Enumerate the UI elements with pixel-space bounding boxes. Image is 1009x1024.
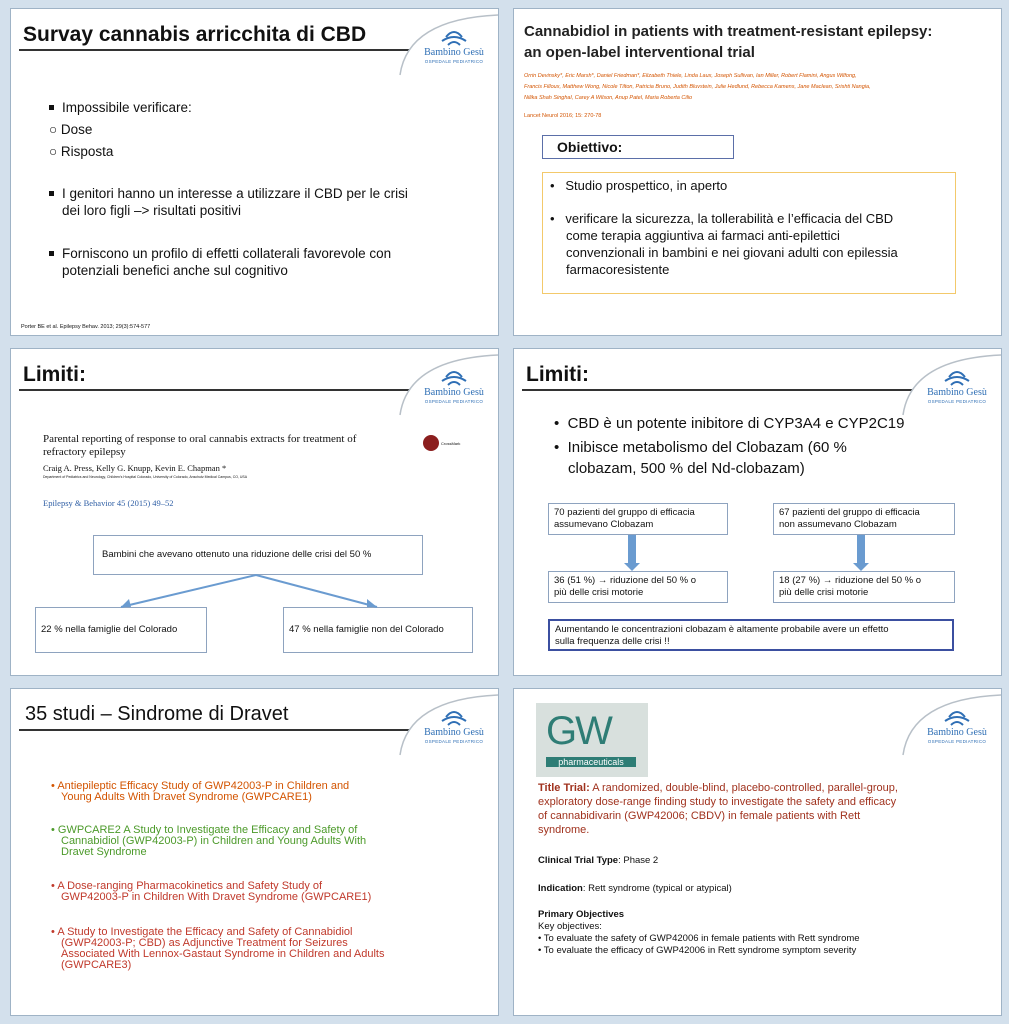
gw-logo-sub: pharmaceuticals	[546, 757, 636, 767]
paper-authors: Orrin Devinsky*, Eric Marsh*, Daniel Friedman*, Elizabeth Thiele, Linda Laux, Joseph Sullivan, Ian Miller, Robert Flamini, Angus Wilfong, Francis Filloux, Matthew Wong, Nicole Tilton, Patricia Bruno, Judith Bluvstein, Julie Hedlund, Rebecca Kamens, Jane Maclean, Srishti Nangia, Nilika Shah Singhal, Carey A Wilson, Anup Patel, Maria Roberta Cilio	[524, 73, 871, 101]
indication: Indication: Rett syndrome (typical or atypical)	[538, 883, 732, 894]
slide-1	[10, 8, 499, 336]
study-item: • GWPCARE2 A Study to Investigate the Efficacy and Safety of Cannabidiol (GWP42003-P) in Children and Young Adults With Dravet Syndrome	[51, 824, 367, 858]
clobazam-result-box: 36 (51 %) → riduzione del 50 % o più delle crisi motorie	[548, 571, 728, 603]
crossmark-label: CrossMark	[441, 441, 461, 446]
bullet: • verificare la sicurezza, la tollerabilità e l’efficacia del CBD come terapia aggiuntiva ai farmaci anti-epilettici convenzionali in bambini e nei giovani adulti con epilessia farmacoresistente	[550, 211, 898, 277]
result-box-top: Bambini che avevano ottenuto una riduzione delle crisi del 50 %	[93, 535, 423, 575]
clobazam-group-box: 70 pazienti del gruppo di efficacia assumevano Clobazam	[548, 503, 728, 535]
result-box-left: 22 % nella famiglie del Colorado	[35, 607, 207, 653]
no-clobazam-result-box: 18 (27 %) → riduzione del 50 % o più delle crisi motorie	[773, 571, 955, 603]
bullet: • Studio prospettico, in aperto	[550, 178, 728, 193]
journal-ref: Epilepsy & Behavior 45 (2015) 49–52	[43, 498, 174, 508]
branch-arrows	[11, 349, 499, 676]
title-underline	[19, 49, 409, 51]
gw-logo	[536, 703, 648, 777]
down-arrow	[853, 563, 869, 571]
study-item: • A Study to Investigate the Efficacy and Safety of Cannabidiol (GWP42003-P; CBD) as Adjunctive Treatment for Seizures Associated With Lennox-Gastaut Syndrome in Children and Adults (GWPCARE3)	[51, 926, 385, 971]
paper-authors: Craig A. Press, Kelly G. Knupp, Kevin E. Chapman *	[43, 463, 227, 473]
paper-affiliation: Department of Pediatrics and Neurology, Children's Hospital Colorado, University of Colorado, Anschutz Medical Campus, CO, USA	[43, 475, 248, 479]
study-item: • A Dose-ranging Pharmacokinetics and Safety Study of GWP42003-P in Children With Dravet Syndrome (GWPCARE1)	[51, 880, 372, 903]
slide-5	[10, 688, 499, 1016]
sub-bullet: ○ Risposta	[49, 144, 114, 159]
title-trial: Title Trial: A randomized, double-blind, placebo-controlled, parallel-group, exploratory dose-range finding study to investigate the safety and efficacy of cannabidivarin (GWP42006; CBDV) in female patients with Rett syndrome.	[538, 782, 898, 836]
slide-title: Limiti:	[23, 363, 86, 386]
result-box-right: 47 % nella famiglie non del Colorado	[283, 607, 473, 653]
slide-6	[513, 688, 1002, 1016]
bullet: Impossibile verificare:	[49, 99, 192, 116]
slide-2	[513, 8, 1002, 336]
no-clobazam-group-box: 67 pazienti del gruppo di efficacia non assumevano Clobazam	[773, 503, 955, 535]
hospital-logo: Bambino Gesù OSPEDALE PEDIATRICO	[901, 349, 1001, 417]
title-underline	[522, 389, 912, 391]
slide-4	[513, 348, 1002, 676]
slide-3	[10, 348, 499, 676]
sub-bullet: ○ Dose	[49, 122, 93, 137]
study-item: • Antiepileptic Efficacy Study of GWP42003-P in Children and Young Adults With Dravet Syndrome (GWPCARE1)	[51, 780, 350, 803]
reference: Porter BE et al. Epilepsy Behav. 2013; 29(3):574-577	[21, 324, 151, 330]
trial-type: Clinical Trial Type: Phase 2	[538, 855, 659, 866]
slide-title: 35 studi – Sindrome di Dravet	[25, 703, 289, 725]
bullet: • Inibisce metabolismo del Clobazam (60 % clobazam, 500 % del Nd-clobazam)	[554, 439, 847, 477]
title-underline	[19, 729, 409, 731]
conclusion-box: Aumentando le concentrazioni clobazam è altamente probabile avere un effetto sulla frequenza delle crisi !!	[548, 619, 954, 651]
bullet: Forniscono un profilo di effetti collaterali favorevole con potenziali benefici anche sul cognitivo	[49, 245, 391, 279]
bullet: I genitori hanno un interesse a utilizzare il CBD per le crisi dei loro figli –> risultati positivi	[49, 185, 408, 219]
hospital-logo: Bambino Gesù OSPEDALE PEDIATRICO	[398, 9, 498, 77]
hospital-logo: Bambino Gesù OSPEDALE PEDIATRICO	[901, 689, 1001, 757]
down-arrow	[624, 563, 640, 571]
down-arrow	[857, 535, 865, 565]
journal-ref: Lancet Neurol 2016; 15: 270-78	[524, 113, 602, 119]
hospital-logo: Bambino Gesù OSPEDALE PEDIATRICO	[398, 689, 498, 757]
objective-label: Obiettivo:	[542, 135, 734, 159]
bullet: • CBD è un potente inibitore di CYP3A4 e CYP2C19	[554, 415, 905, 432]
paper-title: Cannabidiol in patients with treatment-resistant epilepsy: an open-label interventional trial	[524, 23, 933, 61]
down-arrow	[628, 535, 636, 565]
slide-title: Limiti:	[526, 363, 589, 386]
slide-title: Survay cannabis arricchita di CBD	[23, 23, 367, 46]
paper-title: Parental reporting of response to oral cannabis extracts for treatment of refractory epilepsy	[43, 433, 357, 458]
primary-objectives: Primary Objectives Key objectives: • To evaluate the safety of GWP42006 in female patients with Rett syndrome • To evaluate the efficacy of GWP42006 in Rett syndrome symptom severity	[538, 909, 860, 956]
gw-logo-text: GW	[546, 709, 611, 753]
hospital-logo: Bambino Gesù OSPEDALE PEDIATRICO	[398, 349, 498, 417]
